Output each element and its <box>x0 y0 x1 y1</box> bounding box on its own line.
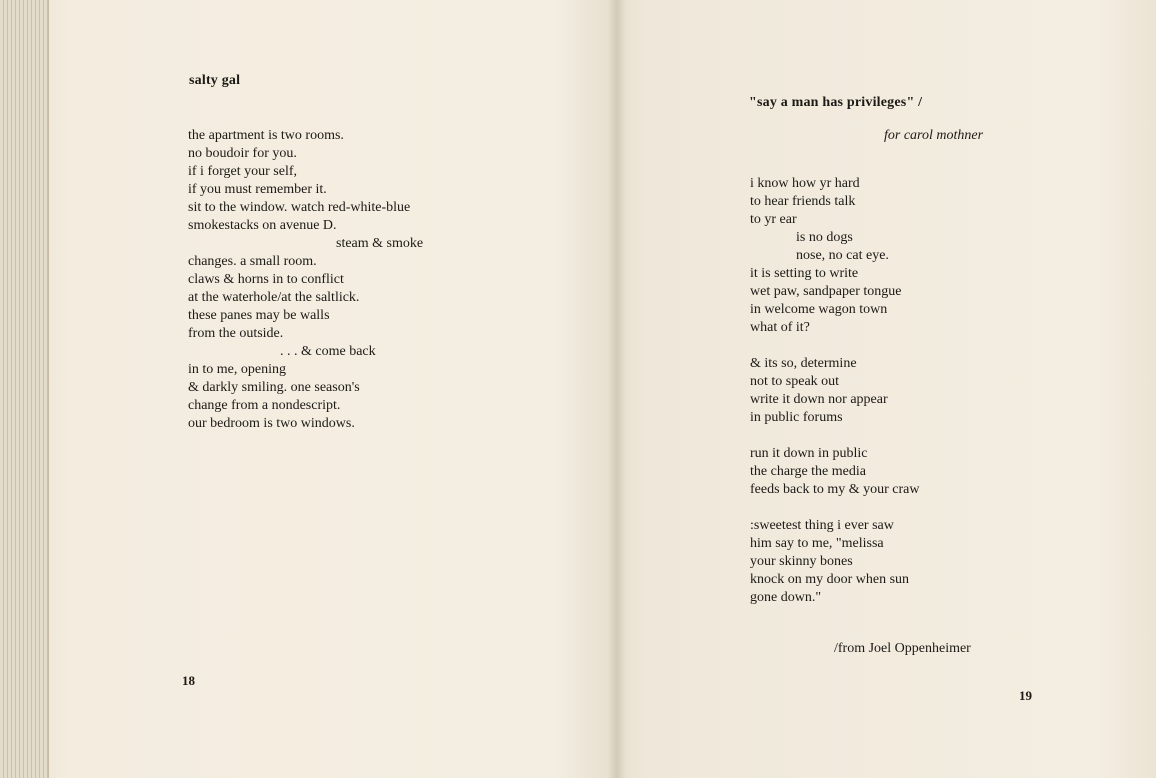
right-page <box>626 0 1156 778</box>
right-page-number: 19 <box>1019 688 1032 703</box>
left-poem-body <box>188 127 423 433</box>
poem-line: knock on my door when sun <box>750 572 910 587</box>
poem-line: these panes may be walls <box>188 308 330 323</box>
poem-line: wet paw, sandpaper tongue <box>750 284 902 299</box>
poem-line: is no dogs <box>796 230 853 245</box>
poem-line: nose, no cat eye. <box>796 248 889 263</box>
page-edges <box>0 0 49 778</box>
poem-line: him say to me, "melissa <box>750 536 884 551</box>
poem-line: change from a nondescript. <box>188 398 341 413</box>
stanza-3 <box>750 445 920 499</box>
dedication: for carol mothner <box>884 128 984 143</box>
stanza-4 <box>750 517 909 607</box>
poem-line: :sweetest thing i ever saw <box>750 518 894 533</box>
poem-line: from the outside. <box>188 326 284 341</box>
poem-line: . . . & come back <box>280 344 376 359</box>
poem-line: if you must remember it. <box>188 182 327 197</box>
poem-line: to hear friends talk <box>750 194 856 209</box>
poem-line: your skinny bones <box>750 554 853 569</box>
poem-line: the charge the media <box>750 464 866 479</box>
left-poem-title: salty gal <box>189 73 241 88</box>
poem-line: in welcome wagon town <box>750 302 888 317</box>
left-page <box>48 0 608 778</box>
poem-line: changes. a small room. <box>188 254 317 269</box>
left-page-number: 18 <box>182 673 195 688</box>
poem-line: no boudoir for you. <box>188 146 297 161</box>
poem-line: claws & horns in to conflict <box>188 272 344 287</box>
poem-line: smokestacks on avenue D. <box>188 218 337 233</box>
poem-line: to yr ear <box>750 212 797 227</box>
poem-line: in public forums <box>750 410 843 425</box>
poem-line: i know how yr hard <box>750 176 860 191</box>
poem-line: if i forget your self, <box>188 164 297 179</box>
poem-line: write it down nor appear <box>750 392 888 407</box>
stanza-2 <box>750 355 888 427</box>
poem-line: at the waterhole/at the saltlick. <box>188 290 360 305</box>
poem-line: what of it? <box>750 320 810 335</box>
poem-line: not to speak out <box>750 374 840 389</box>
attribution: /from Joel Oppenheimer <box>834 641 971 656</box>
poem-line: the apartment is two rooms. <box>188 128 344 143</box>
poem-line: it is setting to write <box>750 266 859 281</box>
right-poem-title: "say a man has privileges" / <box>749 95 923 110</box>
poem-line: in to me, opening <box>188 362 286 377</box>
poem-line: our bedroom is two windows. <box>188 416 355 431</box>
poem-line: gone down." <box>750 590 822 605</box>
book-gutter <box>608 0 626 778</box>
poem-line: run it down in public <box>750 446 868 461</box>
poem-line: & its so, determine <box>750 356 857 371</box>
poem-line: feeds back to my & your craw <box>750 482 920 497</box>
poem-line: & darkly smiling. one season's <box>188 380 360 395</box>
poem-line: sit to the window. watch red-white-blue <box>188 200 411 215</box>
poem-line: steam & smoke <box>336 236 424 251</box>
stanza-1 <box>750 175 901 337</box>
